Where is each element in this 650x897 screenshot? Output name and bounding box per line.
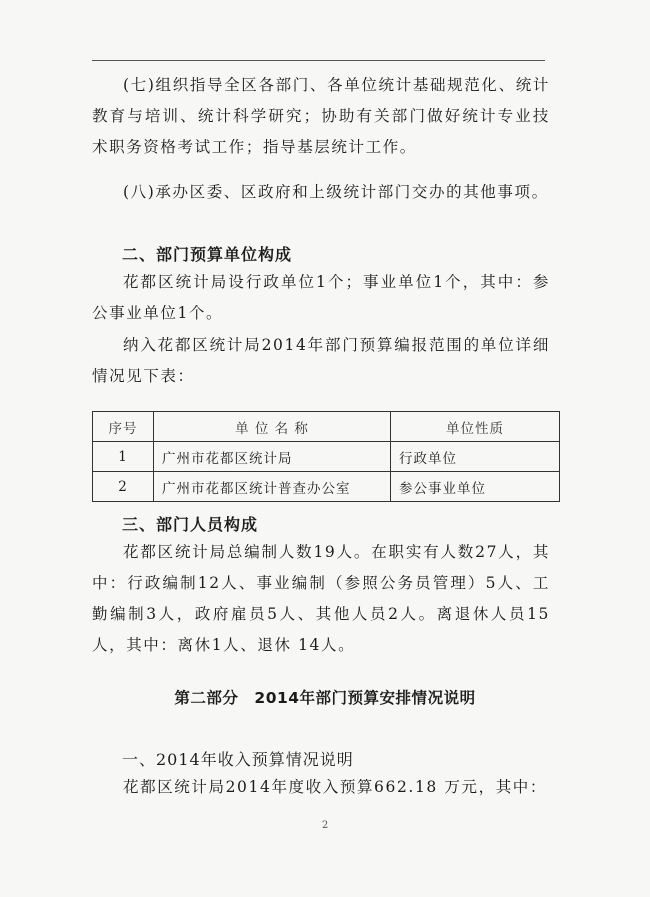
- income-budget-heading: 一、2014年收入预算情况说明: [122, 750, 354, 769]
- budget-units-table: [92, 411, 560, 502]
- table-header-row: [93, 412, 560, 442]
- column-header-unit-type: 单位性质: [391, 412, 560, 442]
- column-header-unit-name: 单 位 名 称: [154, 412, 391, 442]
- cell-no: 2: [93, 472, 154, 502]
- cell-unit-name: 广州市花都区统计普查办公室: [154, 472, 391, 502]
- table-row: [93, 442, 560, 472]
- paragraph-item-7: (七)组织指导全区各部门、各单位统计基础规范化、统计教育与培训、统计科学研究；协助有关部门做好统计专业技术职务资格考试工作；指导基层统计工作。: [92, 76, 550, 156]
- paragraph-budget-scope: 纳入花都区统计局2014年部门预算编报范围的单位详细情况见下表：: [92, 336, 550, 385]
- page-number: 2: [321, 820, 329, 831]
- cell-unit-type: 行政单位: [391, 442, 560, 472]
- paragraph-income-detail: 花都区统计局2014年度收入预算662.18 万元，其中：: [123, 778, 548, 796]
- paragraph-item-8: (八)承办区委、区政府和上级统计部门交办的其他事项。: [123, 183, 549, 201]
- paragraph-units-intro: 花都区统计局设行政单位1个；事业单位1个，其中：参公事业单位1个。: [92, 273, 550, 322]
- paragraph-staff-detail: 花都区统计局总编制人数19人。在职实有人数27人，其中：行政编制12人、事业编制（参照公务员管理）5人、工勤编制3人，政府雇员5人、其他人员2人。离退休人员15人，其中：离休1人、退休 14人。: [92, 543, 550, 654]
- section-heading-budget-units: 二、部门预算单位构成: [122, 245, 293, 264]
- section-heading-staff: 三、部门人员构成: [122, 515, 259, 534]
- top-rule: [92, 60, 545, 61]
- part-two-title: 第二部分 2014年部门预算安排情况说明: [174, 689, 476, 707]
- column-header-no: 序号: [93, 412, 154, 442]
- cell-unit-type: 参公事业单位: [391, 472, 560, 502]
- cell-no: 1: [93, 442, 154, 472]
- cell-unit-name: 广州市花都区统计局: [154, 442, 391, 472]
- table-row: [93, 472, 560, 502]
